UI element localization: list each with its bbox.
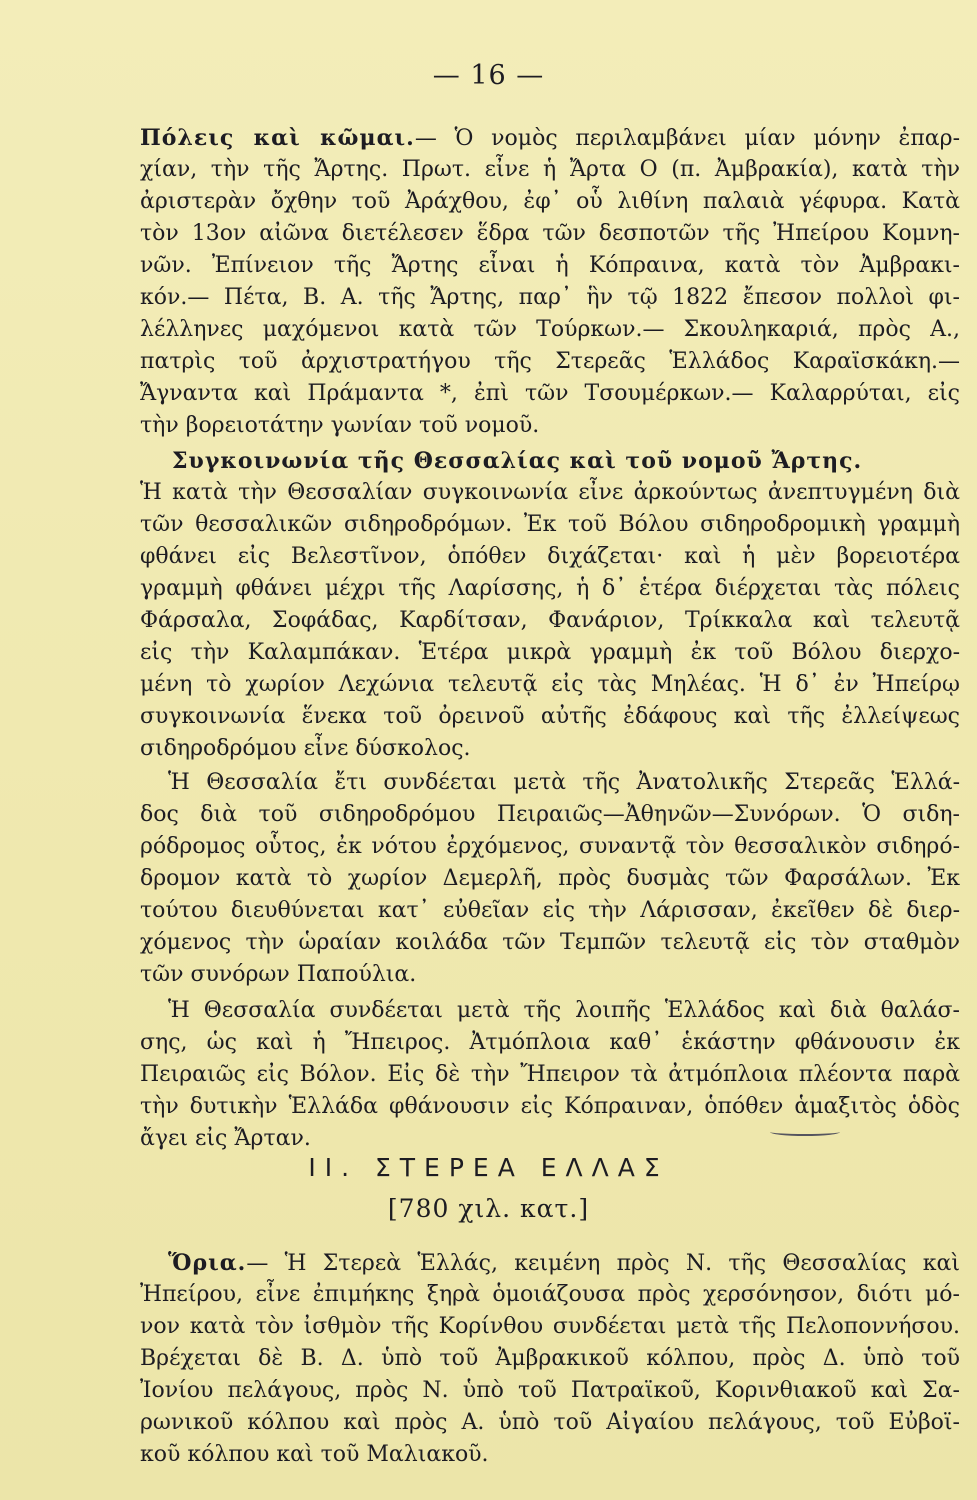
text-line: λέλληνες μαχόμενοι κατὰ τῶν Τούρκων.— Σκουληκαριά, πρὸς Α., bbox=[140, 317, 960, 342]
text-line: τῶν συνόρων Παπούλια. bbox=[140, 962, 417, 987]
text-line: Φάρσαλα, Σοφάδας, Καρδίτσαν, Φανάριον, Τρίκκαλα καὶ τελευτᾷ bbox=[140, 608, 960, 633]
text-line: Ἡ κατὰ τὴν Θεσσαλίαν συγκοινωνία εἶνε ἀρκούντως ἀνεπτυγμένη διὰ bbox=[140, 480, 960, 505]
text-line: τὴν δυτικὴν Ἑλλάδα φθάνουσιν εἰς Κόπραιναν, ὁπόθεν ἁμαξιτὸς ὁδὸς bbox=[140, 1094, 960, 1119]
text-line: ἄγει εἰς Ἄρταν. bbox=[140, 1126, 311, 1151]
text-line: Ἄγναντα καὶ Πράμαντα *, ἐπὶ τῶν Τσουμέρκων.— Καλαρρύται, εἰς bbox=[140, 381, 960, 406]
text-line: ρωνικοῦ κόλπου καὶ πρὸς Α. ὑπὸ τοῦ Αἰγαίου πελάγους, τοῦ Εὐβοϊ- bbox=[140, 1410, 960, 1435]
text-line: Ἡ Θεσσαλία ἔτι συνδέεται μετὰ τῆς Ἀνατολικῆς Στερεᾶς Ἑλλά- bbox=[168, 770, 960, 795]
text-line: σιδηροδρόμου εἶνε δύσκολος. bbox=[140, 736, 471, 761]
text-line: εἰς τὴν Καλαμπάκαν. Ἑτέρα μικρὰ γραμμὴ ἐκ τοῦ Βόλου διερχο- bbox=[140, 640, 960, 665]
text-line: γραμμὴ φθάνει μέχρι τῆς Λαρίσσης, ἡ δ᾽ ἑτέρα διέρχεται τὰς πόλεις bbox=[140, 576, 960, 601]
text-line: τὸν 13ον αἰῶνα διετέλεσεν ἕδρα τῶν δεσποτῶν τῆς Ἠπείρου Κομνη- bbox=[140, 221, 960, 246]
page-number: — 16 — bbox=[432, 60, 545, 91]
text-line: κοῦ κόλπου καὶ τοῦ Μαλιακοῦ. bbox=[140, 1442, 489, 1467]
text-line: Πειραιῶς εἰς Βόλον. Εἰς δὲ τὴν Ἤπειρον τὰ ἀτμόπλοια πλέοντα παρὰ bbox=[140, 1062, 960, 1087]
text-line: σης, ὡς καὶ ἡ Ἤπειρος. Ἀτμόπλοια καθ᾽ ἑκάστην φθάνουσιν ἐκ bbox=[140, 1030, 960, 1055]
text-line: δος διὰ τοῦ σιδηροδρόμου Πειραιῶς—Ἀθηνῶν—Συνόρων. Ὁ σιδη- bbox=[140, 802, 960, 827]
text-line: κόν.— Πέτα, Β. Α. τῆς Ἄρτης, παρ᾽ ἣν τῷ 1822 ἔπεσον πολλοὶ φι- bbox=[140, 285, 960, 310]
paragraph-heading: Πόλεις καὶ κῶμαι. bbox=[140, 125, 415, 151]
text-line: τῶν θεσσαλικῶν σιδηροδρόμων. Ἐκ τοῦ Βόλου σιδηροδρομικὴ γραμμὴ bbox=[140, 512, 960, 537]
text-line: τὴν βορειοτάτην γωνίαν τοῦ νομοῦ. bbox=[140, 413, 540, 438]
text-run: — Ὁ νομὸς περιλαμβάνει μίαν μόνην ἐπαρ- bbox=[414, 126, 961, 151]
text-line: συγκοινωνία ἕνεκα τοῦ ὀρεινοῦ αὐτῆς ἐδάφους καὶ τῆς ἐλλείψεως bbox=[140, 704, 960, 729]
text-run: — Ἡ Στερεὰ Ἑλλάς, κειμένη πρὸς Ν. τῆς Θεσσαλίας καὶ bbox=[246, 1251, 960, 1276]
text-line: Βρέχεται δὲ Β. Δ. ὑπὸ τοῦ Ἀμβρακικοῦ κόλπου, πρὸς Δ. ὑπὸ τοῦ bbox=[140, 1346, 960, 1371]
text-line bbox=[140, 123, 960, 154]
text-line: ρόδρομος οὗτος, ἐκ νότου ἐρχόμενος, συναντᾷ τὸν θεσσαλικὸν σιδηρό- bbox=[140, 834, 960, 859]
text-line: ἀριστερὰν ὄχθην τοῦ Ἀράχθου, ἐφ᾽ οὗ λιθίνη παλαιὰ γέφυρα. Κατὰ bbox=[140, 189, 960, 214]
text-line: νον κατὰ τὸν ἰσθμὸν τῆς Κορίνθου συνδέεται μετὰ τῆς Πελοποννήσου. bbox=[140, 1314, 960, 1339]
text-line: Ἰονίου πελάγους, πρὸς Ν. ὑπὸ τοῦ Πατραϊκοῦ, Κορινθιακοῦ καὶ Σα- bbox=[140, 1378, 960, 1403]
text-line: φθάνει εἰς Βελεστῖνον, ὁπόθεν διχάζεται· καὶ ἡ μὲν βορειοτέρα bbox=[140, 544, 960, 569]
paragraph-heading bbox=[172, 446, 960, 477]
paragraph-heading: Ὅρια. bbox=[168, 1250, 247, 1276]
text-line: μένη τὸ χωρίον Λεχώνια τελευτᾷ εἰς τὰς Μηλέας. Ἡ δ᾽ ἐν Ἠπείρῳ bbox=[140, 672, 960, 697]
text-line: Ἡ Θεσσαλία συνδέεται μετὰ τῆς λοιπῆς Ἑλλάδος καὶ διὰ θαλάσ- bbox=[168, 998, 960, 1023]
text-line: νῶν. Ἐπίνειον τῆς Ἄρτης εἶναι ἡ Κόπραινα, κατὰ τὸν Ἀμβρακι- bbox=[140, 253, 960, 278]
section-heading: II. ΣΤΕΡΕΑ ΕΛΛΑΣ bbox=[308, 1153, 669, 1182]
text-line: πατρὶς τοῦ ἀρχιστρατήγου τῆς Στερεᾶς Ἑλλάδος Καραϊσκάκη.— bbox=[140, 349, 960, 374]
text-line: Ἠπείρου, εἶνε ἐπιμήκης ξηρὰ ὁμοιάζουσα πρὸς χερσόνησον, διότι μό- bbox=[140, 1282, 960, 1307]
text-line: χόμενος τὴν ὡραίαν κοιλάδα τῶν Τεμπῶν τελευτᾷ εἰς τὸν σταθμὸν bbox=[140, 930, 960, 955]
pencil-mark bbox=[770, 1128, 840, 1136]
text-line bbox=[168, 1248, 960, 1279]
section-subheading: [780 χιλ. κατ.] bbox=[387, 1194, 590, 1223]
text-line: χίαν, τὴν τῆς Ἄρτης. Πρωτ. εἶνε ἡ Ἄρτα Ο (π. Ἀμβρακία), κατὰ τὴν bbox=[140, 157, 960, 182]
text-line: δρομον κατὰ τὸ χωρίον Δεμερλῆ, πρὸς δυσμὰς τῶν Φαρσάλων. Ἐκ bbox=[140, 866, 960, 891]
paragraph-heading-text: Συγκοινωνία τῆς Θεσσαλίας καὶ τοῦ νομοῦ Ἄρτης. bbox=[172, 448, 863, 474]
text-line: τούτου διευθύνεται κατ᾽ εὐθεῖαν εἰς τὴν Λάρισσαν, ἐκεῖθεν δὲ διερ- bbox=[140, 898, 960, 923]
